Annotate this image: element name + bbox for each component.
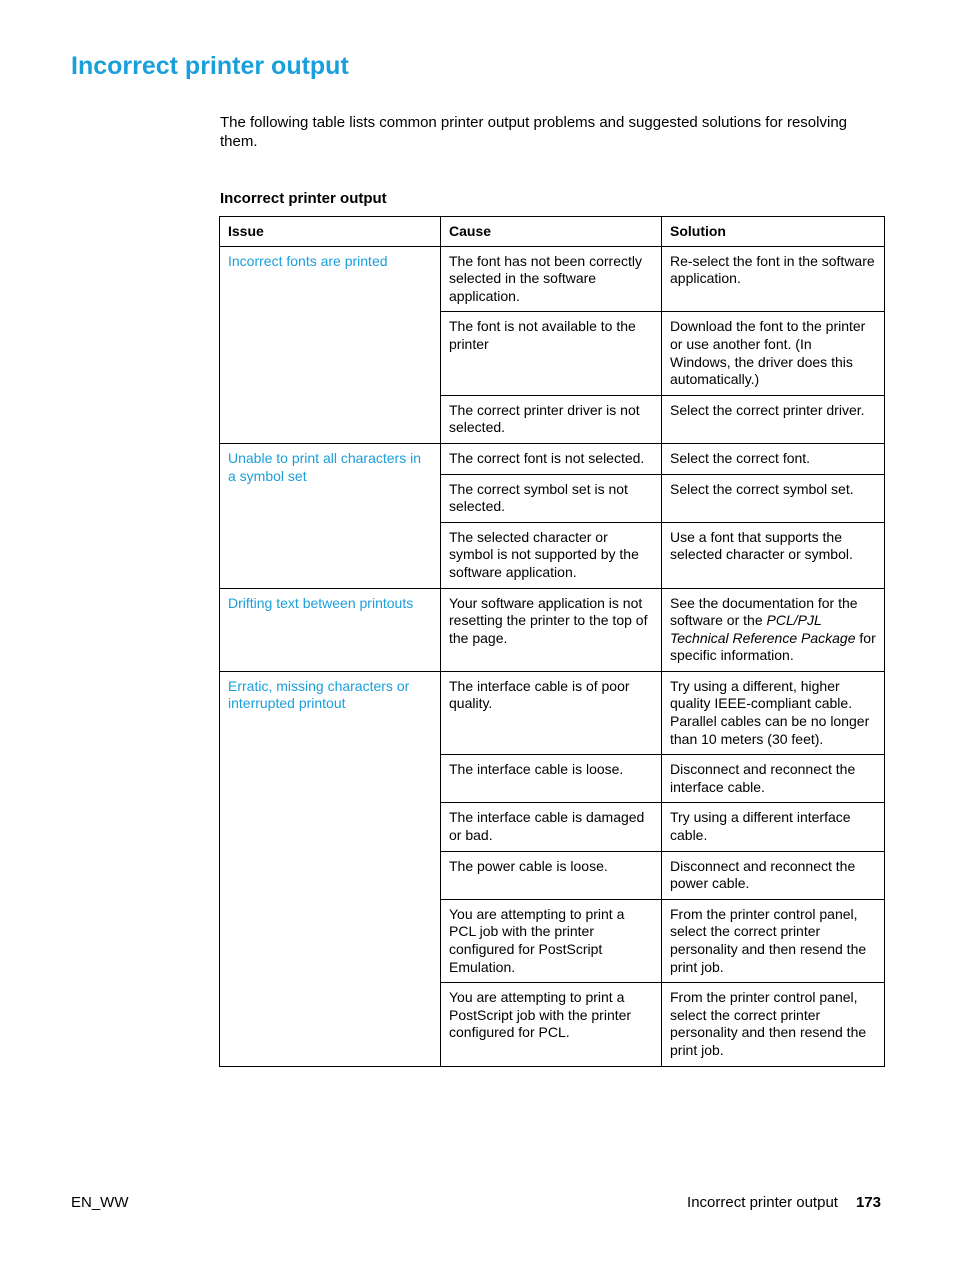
table-row	[220, 246, 885, 312]
output-problems-table	[219, 216, 885, 1067]
cause-cell: The font is not available to the printer	[441, 312, 662, 395]
cause-cell: You are attempting to print a PostScript job with the printer configured for PCL.	[441, 983, 662, 1066]
cause-cell: The interface cable is loose.	[441, 755, 662, 803]
issue-link[interactable]: Drifting text between printouts	[228, 594, 414, 611]
solution-cell: Try using a different, higher quality IEEE-compliant cable. Parallel cables can be no longer than 10 meters (30 feet).	[662, 671, 885, 754]
table-caption: Incorrect printer output	[220, 190, 387, 207]
cause-cell: The power cable is loose.	[441, 851, 662, 899]
cause-cell: Your software application is not resetting the printer to the top of the page.	[441, 588, 662, 671]
cause-cell: You are attempting to print a PCL job with the printer configured for PostScript Emulation.	[441, 899, 662, 982]
solution-cell: Use a font that supports the selected character or symbol.	[662, 522, 885, 588]
issue-cell	[220, 443, 441, 588]
cause-cell: The interface cable is damaged or bad.	[441, 803, 662, 851]
footer-section-title: Incorrect printer output	[687, 1194, 838, 1211]
solution-cell: Select the correct font.	[662, 443, 885, 474]
solution-cell: Re-select the font in the software application.	[662, 246, 885, 312]
issue-link[interactable]: Incorrect fonts are printed	[228, 252, 388, 269]
header-issue: Issue	[220, 217, 441, 247]
solution-cell: Download the font to the printer or use another font. (In Windows, the driver does this automatically.)	[662, 312, 885, 395]
solution-cell: Disconnect and reconnect the interface cable.	[662, 755, 885, 803]
solution-text-pre: See the documentation for the software or the	[670, 594, 858, 629]
solution-text-post: for specific information.	[670, 629, 876, 664]
table-row	[220, 588, 885, 671]
solution-cell	[662, 588, 885, 671]
cause-cell: The correct symbol set is not selected.	[441, 474, 662, 522]
page-number: 173	[855, 1194, 881, 1211]
table-row	[220, 443, 885, 474]
issue-link[interactable]: Unable to print all characters in a symbol set	[228, 449, 421, 484]
header-cause: Cause	[441, 217, 662, 247]
issue-cell	[220, 246, 441, 443]
cause-cell: The correct font is not selected.	[441, 443, 662, 474]
footer-page-info	[687, 1194, 881, 1211]
page-title: Incorrect printer output	[71, 52, 349, 80]
issue-cell	[220, 588, 441, 671]
issue-link[interactable]: Erratic, missing characters or interrupted printout	[228, 677, 410, 712]
issue-cell	[220, 671, 441, 1066]
solution-cell: Try using a different interface cable.	[662, 803, 885, 851]
header-solution: Solution	[662, 217, 885, 247]
table-row	[220, 671, 885, 754]
solution-cell: From the printer control panel, select the correct printer personality and then resend the print job.	[662, 899, 885, 982]
intro-paragraph: The following table lists common printer output problems and suggested solutions for resolving them.	[220, 114, 847, 150]
cause-cell: The interface cable is of poor quality.	[441, 671, 662, 754]
cause-cell: The correct printer driver is not selected.	[441, 395, 662, 443]
cause-cell: The selected character or symbol is not supported by the software application.	[441, 522, 662, 588]
solution-cell: From the printer control panel, select the correct printer personality and then resend the print job.	[662, 983, 885, 1066]
footer-locale: EN_WW	[71, 1194, 129, 1211]
solution-cell: Select the correct printer driver.	[662, 395, 885, 443]
solution-cell: Disconnect and reconnect the power cable.	[662, 851, 885, 899]
solution-cell: Select the correct symbol set.	[662, 474, 885, 522]
table-header-row	[220, 217, 885, 247]
cause-cell: The font has not been correctly selected in the software application.	[441, 246, 662, 312]
reference-title: PCL/PJL Technical Reference Package	[670, 612, 856, 646]
